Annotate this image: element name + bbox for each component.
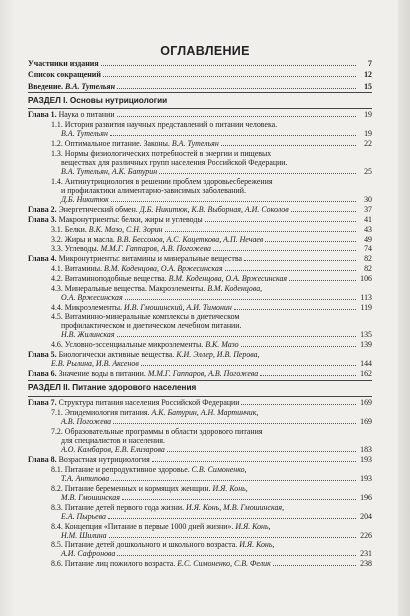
leader-dots	[117, 115, 356, 117]
page-number: 169	[360, 398, 372, 407]
leader-dots	[159, 172, 356, 174]
entry-authors: А.В. Погожева	[61, 417, 112, 427]
entry-title: Глава 8. Возрастная нутрициология	[28, 454, 150, 464]
divider	[28, 396, 372, 397]
toc-line	[28, 158, 372, 167]
toc-line	[28, 321, 372, 330]
toc-line	[28, 82, 372, 91]
page-number: 74	[364, 244, 372, 254]
toc-entry[interactable]	[28, 455, 372, 464]
entry-authors: В.А. Тутельян, А.К. Батурин	[61, 166, 158, 176]
toc-line	[28, 59, 372, 68]
page-number: 15	[364, 82, 372, 92]
page-number: 30	[364, 194, 372, 204]
toc-entry[interactable]	[28, 350, 372, 368]
toc-entry[interactable]	[28, 139, 372, 148]
entry-title: 8.2. Питание беременных и кормящих женщин. И.Я. Конь,	[51, 484, 248, 493]
page-number: 43	[364, 225, 372, 235]
toc-entry[interactable]	[28, 120, 372, 138]
entry-authors: Д.Б. Никитюк, К.В. Выборная, А.И. Соколов	[139, 204, 289, 214]
front-matter-item[interactable]	[28, 70, 372, 79]
toc-line	[28, 540, 372, 549]
toc-line	[28, 293, 372, 302]
page-number: 169	[360, 417, 372, 427]
entry-title: 3.2. Жиры и масла. В.В. Бессонов, А.С. Коцеткова, А.П. Нечаев	[51, 234, 264, 244]
toc-section-2	[28, 398, 372, 569]
entry-title: 8.5. Питание детей дошкольного и школьного возраста. И.Я. Конь,	[51, 540, 275, 550]
toc-entry[interactable]	[28, 177, 372, 204]
toc-line	[28, 455, 372, 464]
chapter-number: Глава 1.	[28, 110, 59, 119]
leader-dots	[289, 279, 356, 281]
toc-entry[interactable]	[28, 254, 372, 263]
page-number: 135	[360, 330, 372, 340]
toc-line	[28, 340, 372, 349]
leader-dots	[103, 75, 356, 77]
front-matter-list	[28, 59, 372, 93]
entry-authors: А.О. Камбаров, Е.В. Елизарова	[61, 445, 165, 455]
entry-title: 4.2. Витаминоподобные вещества. В.М. Коденцова, О.А. Вржесинская	[51, 274, 288, 284]
leader-dots	[117, 335, 356, 337]
entry-title: 3.1. Белки. В.К. Мазо, С.Н. Зорин	[51, 225, 163, 235]
page-number: 113	[360, 292, 372, 302]
toc-line	[28, 186, 372, 195]
leader-dots	[165, 230, 356, 232]
toc-line	[28, 274, 372, 283]
toc-entry[interactable]	[28, 205, 372, 214]
entry-authors: С.В. Симоненко,	[191, 465, 247, 475]
toc-entry[interactable]	[28, 369, 372, 378]
toc-line	[28, 549, 372, 558]
toc-line	[28, 110, 372, 119]
chapter-number: Глава 3.	[28, 214, 59, 224]
chapter-number: Глава 6.	[28, 369, 59, 379]
leader-dots	[110, 134, 356, 136]
page-number: 193	[360, 474, 372, 484]
toc-entry[interactable]	[28, 427, 372, 454]
page-number: 82	[364, 254, 372, 264]
section-heading-2: РАЗДЕЛ II. Питание здорового населения	[28, 383, 197, 392]
entry-title: Участники издания	[28, 59, 99, 68]
chapter-number: Глава 4.	[28, 254, 59, 264]
page-number: 82	[364, 264, 372, 274]
toc-line	[28, 408, 372, 417]
page-edge	[398, 0, 410, 616]
toc-entry[interactable]	[28, 540, 372, 558]
entry-authors: М.М.Г. Гаппаров, А.В. Погожева	[147, 369, 259, 379]
toc-line	[28, 436, 372, 445]
leader-dots	[213, 249, 356, 251]
toc-line	[28, 244, 372, 253]
leader-dots	[125, 298, 356, 300]
toc-line	[28, 303, 372, 312]
leader-dots	[260, 374, 356, 376]
toc-section-1	[28, 110, 372, 379]
toc-entry[interactable]	[28, 408, 372, 426]
chapter-number: Глава 5.	[28, 349, 59, 359]
entry-title-cont: для специалистов и населения.	[61, 436, 165, 446]
toc-line	[28, 398, 372, 407]
entry-title: Список сокращений	[28, 70, 101, 80]
toc-entry[interactable]	[28, 484, 372, 502]
entry-title: 8.4. Концепция «Питание в первые 1000 дней жизни». И.Я. Конь,	[51, 521, 271, 531]
leader-dots	[291, 210, 356, 212]
entry-title: 1.1. История развития научных представлений о питании человека.	[51, 120, 278, 130]
leader-dots	[113, 422, 356, 424]
chapter-number: Глава 8.	[28, 454, 59, 464]
toc-entry[interactable]	[28, 264, 372, 273]
toc-line	[28, 417, 372, 426]
page-number: 238	[360, 559, 372, 569]
entry-authors: Е.С. Симоненко, С.В. Фелик	[177, 559, 271, 569]
toc-entry[interactable]	[28, 110, 372, 119]
toc-line	[28, 465, 372, 474]
toc-line	[28, 149, 372, 158]
entry-authors: Е.В. Рылина, И.В. Аксенов	[51, 358, 139, 368]
toc-line	[28, 359, 372, 368]
page-number: 204	[360, 511, 372, 521]
toc-line	[28, 120, 372, 129]
page-number: 22	[364, 139, 372, 149]
toc-line	[28, 205, 372, 214]
toc-entry[interactable]	[28, 398, 372, 407]
entry-title: 8.3. Питание детей первого года жизни. И.Я. Конь, М.В. Гмошинская,	[51, 502, 285, 512]
page-number: 162	[360, 369, 372, 379]
toc-entry[interactable]	[28, 303, 372, 312]
page-number: 193	[360, 454, 372, 464]
entry-authors: В.А. Тутельян	[61, 129, 108, 139]
entry-title: 4.5. Витаминно-минеральные комплексы в диетическом	[51, 312, 240, 322]
toc-entry[interactable]	[28, 244, 372, 253]
entry-authors: О.А. Вржесинская	[61, 292, 123, 302]
divider	[28, 92, 372, 93]
leader-dots	[117, 87, 356, 89]
entry-authors: И.Я. Конь,	[212, 484, 248, 493]
entry-title: Глава 2. Энергетический обмен. Д.Б. Никитюк, К.В. Выборная, А.И. Соколов	[28, 204, 289, 214]
leader-dots	[241, 403, 356, 405]
leader-dots	[205, 220, 356, 222]
front-matter-item[interactable]	[28, 59, 372, 68]
entry-title: 4.1. Витамины. В.М. Коденцова, О.А. Вржесинская	[51, 264, 223, 274]
entry-title: Глава 7. Структура питания населения Российской Федерации	[28, 398, 240, 407]
toc-line	[28, 139, 372, 148]
page-number: 37	[364, 204, 372, 214]
entry-authors: В.М. Коденцова, О.А. Вржесинская	[104, 264, 223, 274]
entry-authors: Н.В. Жилинская	[61, 330, 115, 340]
entry-authors: М.В. Гмошинская	[61, 493, 120, 503]
toc-entry[interactable]	[28, 465, 372, 483]
entry-authors: Т.А. Антипова	[61, 474, 110, 484]
leader-dots	[244, 259, 356, 261]
entry-title: Глава 3. Макронутриенты: белки, жиры и углеводы	[28, 214, 203, 224]
entry-title: 7.2. Образовательные программы в области здорового питания	[51, 427, 263, 437]
leader-dots	[111, 200, 356, 202]
chapter-number: Глава 7.	[28, 398, 59, 407]
toc-line	[28, 70, 372, 79]
entry-title: 1.2. Оптимальное питание. Законы. В.А. Тутельян	[51, 139, 219, 149]
entry-title: 7.1. Эпидемиология питания. А.К. Батурин, А.Н. Мартинчик,	[51, 408, 259, 418]
entry-authors: К.И. Эллер, И.В. Перова,	[176, 349, 260, 359]
toc-entry[interactable]	[28, 503, 372, 521]
entry-authors: И.Я. Конь,	[239, 540, 275, 550]
toc-line	[28, 215, 372, 224]
entry-authors: В.М. Коденцова,	[207, 283, 263, 293]
page-number: 49	[364, 234, 372, 244]
toc-line	[28, 177, 372, 186]
entry-authors: Д.Б. Никитюк	[61, 194, 109, 204]
toc-entry[interactable]	[28, 215, 372, 224]
entry-title: Глава 6. Значение воды в питании. М.М.Г. Гаппаров, А.В. Погожева	[28, 369, 259, 379]
entry-title: 8.1. Питание и репродуктивное здоровье. С.В. Симоненко,	[51, 465, 247, 475]
toc-line	[28, 350, 372, 359]
entry-authors: В.К. Мазо	[205, 340, 239, 350]
entry-authors: А.И. Сафронова	[61, 549, 116, 559]
toc-entry[interactable]	[28, 522, 372, 540]
page-number: 19	[364, 129, 372, 139]
toc-entry[interactable]	[28, 235, 372, 244]
page-number: 231	[360, 549, 372, 559]
leader-dots	[111, 479, 356, 481]
leader-dots	[221, 144, 356, 146]
toc-line	[28, 235, 372, 244]
toc-line	[28, 474, 372, 483]
section-heading-1: РАЗДЕЛ I. Основы нутрициологии	[28, 96, 168, 105]
entry-authors: В.К. Мазо, С.Н. Зорин	[88, 225, 163, 235]
leader-dots	[265, 240, 356, 242]
page-number: 19	[364, 110, 372, 119]
leader-dots	[225, 269, 356, 271]
toc-line	[28, 493, 372, 502]
page-number: 139	[360, 340, 372, 350]
leader-dots	[234, 308, 356, 310]
front-matter-item[interactable]	[28, 82, 372, 91]
page-gutter	[0, 0, 14, 616]
entry-authors: В.А. Тутельян	[171, 139, 219, 149]
page-number: 25	[364, 166, 372, 176]
entry-authors: Н.М. Шилина	[61, 530, 107, 540]
toc-entry[interactable]	[28, 284, 372, 302]
toc-line	[28, 254, 372, 263]
leader-dots	[241, 345, 356, 347]
toc-line	[28, 264, 372, 273]
toc-line	[28, 167, 372, 176]
page-number: 106	[360, 274, 372, 284]
entry-authors: В.М. Коденцова, О.А. Вржесинская	[168, 274, 288, 284]
entry-authors: А.К. Батурин, А.Н. Мартинчик,	[151, 408, 259, 418]
page-number: 183	[360, 445, 372, 455]
toc-line	[28, 559, 372, 568]
toc-line	[28, 484, 372, 493]
entry-title: 4.3. Минеральные вещества. Макроэлементы. В.М. Коденцова,	[51, 283, 263, 293]
toc-entry[interactable]	[28, 274, 372, 283]
toc-line	[28, 225, 372, 234]
entry-title: Глава 1. Наука о питании	[28, 110, 115, 119]
entry-title: 4.4. Микроэлементы. И.В. Гмошинский, А.И. Тимонин	[51, 302, 232, 312]
entry-authors: И.Я. Конь, М.В. Гмошинская,	[186, 502, 285, 512]
chapter-number: Глава 2.	[28, 204, 59, 214]
toc-line	[28, 512, 372, 521]
toc-line	[28, 369, 372, 378]
leader-dots	[152, 460, 356, 462]
leader-dots	[167, 450, 356, 452]
toc-line	[28, 531, 372, 540]
entry-title-cont: и профилактики алиментарно-зависимых заболеваний.	[61, 185, 246, 195]
entry-title-cont: профилактическом и диетическом лечебном питании.	[61, 321, 242, 331]
divider	[28, 380, 372, 381]
toc-entry[interactable]	[28, 312, 372, 339]
toc-entry[interactable]	[28, 340, 372, 349]
toc-line	[28, 503, 372, 512]
page-number: 7	[368, 59, 372, 68]
toc-entry[interactable]	[28, 559, 372, 568]
entry-title: Глава 5. Биологически активные вещества. К.И. Эллер, И.В. Перова,	[28, 349, 260, 359]
leader-dots	[141, 364, 356, 366]
entry-title: 8.6. Питание лиц пожилого возраста. Е.С. Симоненко, С.В. Фелик	[51, 559, 271, 569]
entry-authors: И.Я. Конь,	[235, 521, 271, 531]
toc-line	[28, 284, 372, 293]
leader-dots	[122, 498, 356, 500]
entry-title: 4.6. Условно-эссенциальные микроэлементы. В.К. Мазо	[51, 340, 239, 350]
entry-title: 3.3. Углеводы. М.М.Г. Гаппаров, А.В. Погожева	[51, 244, 211, 254]
entry-title: 1.3. Нормы физиологических потребностей в энергии и пищевых	[51, 148, 272, 158]
toc-line	[28, 129, 372, 138]
toc-entry[interactable]	[28, 149, 372, 176]
leader-dots	[109, 536, 356, 538]
entry-authors: И.В. Гмошинский, А.И. Тимонин	[123, 302, 232, 312]
toc-entry[interactable]	[28, 225, 372, 234]
page-number: 119	[360, 302, 372, 312]
leader-dots	[273, 564, 356, 566]
page-number: 226	[360, 530, 372, 540]
toc-line	[28, 195, 372, 204]
leader-dots	[101, 64, 356, 66]
entry-authors: М.М.Г. Гаппаров, А.В. Погожева	[100, 244, 211, 254]
page-number: 196	[360, 493, 372, 503]
entry-title-cont: веществах для различных групп населения Российской Федерации.	[61, 157, 288, 167]
leader-dots	[117, 554, 356, 556]
entry-title: Введение. В.А. Тутельян	[28, 82, 115, 92]
toc-line	[28, 427, 372, 436]
entry-title: 1.4. Антинутрициология в решении проблем здоровьесбережения	[51, 176, 273, 186]
toc-line	[28, 522, 372, 531]
divider	[28, 108, 372, 109]
entry-authors: В.В. Бессонов, А.С. Коцеткова, А.П. Нечаев	[116, 234, 264, 244]
page-number: 12	[364, 70, 372, 80]
entry-authors: В.А. Тутельян	[64, 82, 115, 92]
leader-dots	[108, 517, 356, 519]
toc-line	[28, 312, 372, 321]
page-title: ОГЛАВЛЕНИЕ	[160, 44, 250, 58]
toc-line	[28, 330, 372, 339]
page-number: 144	[360, 358, 372, 368]
entry-authors: Е.А. Пырьева	[61, 511, 106, 521]
entry-title: Глава 4. Микронутриенты: витамины и минеральные вещества	[28, 254, 242, 264]
toc-line	[28, 445, 372, 454]
page-number: 41	[364, 214, 372, 224]
